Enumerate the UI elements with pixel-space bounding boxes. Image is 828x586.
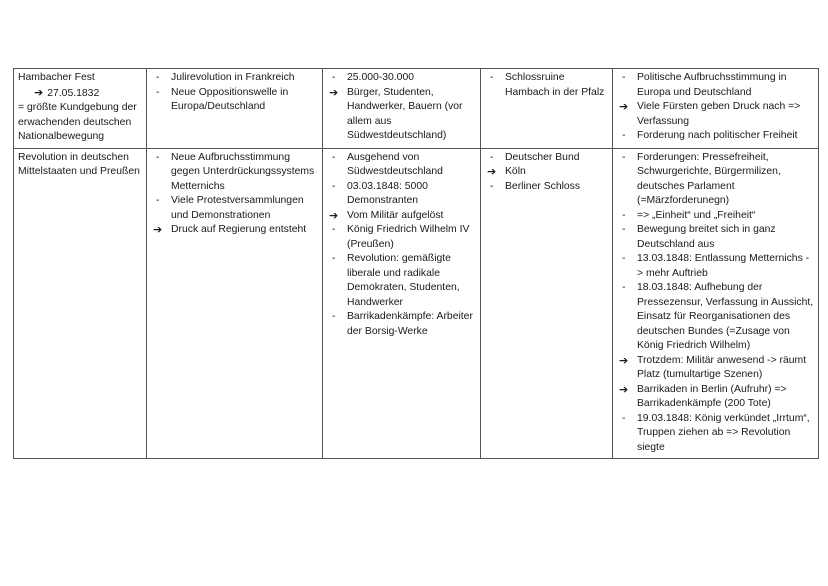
- dash-bullet-icon: -: [622, 224, 626, 235]
- list-item-text: Barrikadenkämpfe: Arbeiter der Borsig-Werke: [347, 311, 473, 337]
- list-item: [327, 209, 476, 224]
- list-item-text: Viele Fürsten geben Druck nach => Verfassung: [637, 101, 801, 127]
- event-cell: [14, 148, 147, 459]
- event-cell: [14, 69, 147, 149]
- list-item: [151, 86, 318, 115]
- cause-list: [151, 151, 318, 238]
- result-list: [617, 151, 814, 456]
- list-item-text: => „Einheit“ und „Freiheit“: [637, 209, 756, 221]
- cause-cell: [147, 69, 323, 149]
- list-item: [617, 354, 814, 383]
- list-item-text: Vom Militär aufgelöst: [347, 209, 444, 221]
- arrow-right-icon: ➔: [34, 86, 44, 99]
- place-cell: [481, 69, 613, 149]
- list-item-text: Berliner Schloss: [505, 180, 581, 192]
- list-item-text: Forderung nach politischer Freiheit: [637, 130, 798, 141]
- arrow-right-icon: ➔: [329, 209, 339, 222]
- list-item-text: Druck auf Regierung entsteht: [171, 224, 307, 235]
- dash-bullet-icon: -: [332, 311, 336, 322]
- dash-bullet-icon: -: [490, 72, 494, 83]
- list-item: [485, 165, 608, 180]
- people-list: [327, 151, 476, 340]
- dash-bullet-icon: -: [332, 151, 336, 163]
- dash-bullet-icon: -: [622, 412, 626, 424]
- arrow-right-icon: ➔: [329, 86, 339, 99]
- list-item-text: Forderungen: Pressefreiheit, Schwurgerichte, Bürgermilizen, deutsches Parlament (=Märzforderunegn): [637, 151, 781, 206]
- dash-bullet-icon: -: [332, 253, 336, 264]
- arrow-right-icon: ➔: [619, 383, 629, 396]
- list-item: [151, 223, 318, 238]
- event-title: Hambacher Fest: [18, 72, 95, 83]
- list-item: [617, 209, 814, 224]
- list-item: [617, 281, 814, 354]
- list-item-text: Neue Aufbruchsstimmung gegen Unterdrückungssystems Metternichs: [171, 151, 315, 192]
- event-date-line: [18, 86, 142, 102]
- list-item-text: Bürger, Studenten, Handwerker, Bauern (vor allem aus Südwestdeutschland): [347, 86, 463, 141]
- list-item-text: Barrikaden in Berlin (Aufruhr) => Barrikadenkämpfe (200 Tote): [637, 383, 787, 409]
- list-item-text: 03.03.1848: 5000 Demonstranten: [347, 180, 428, 206]
- result-cell: [613, 148, 819, 459]
- list-item-text: 13.03.1848: Entlassung Metternichs -> mehr Auftrieb: [637, 253, 810, 279]
- list-item: [485, 151, 608, 166]
- people-list: [327, 71, 476, 144]
- arrow-right-icon: ➔: [619, 354, 629, 367]
- list-item-text: König Friedrich Wilhelm IV (Preußen): [347, 224, 470, 250]
- arrow-right-icon: ➔: [487, 166, 497, 178]
- list-item: [617, 100, 814, 129]
- list-item-text: Deutscher Bund: [505, 151, 580, 163]
- list-item: [617, 129, 814, 144]
- list-item-text: Bewegung breitet sich in ganz Deutschland aus: [637, 224, 776, 250]
- list-item-text: Trotzdem: Militär anwesend -> räumt Platz (tumultartige Szenen): [637, 354, 807, 380]
- place-cell: [481, 148, 613, 459]
- list-item: [327, 252, 476, 310]
- arrow-right-icon: ➔: [153, 224, 163, 236]
- list-item: [617, 71, 814, 100]
- place-list: [485, 71, 608, 100]
- list-item: [617, 223, 814, 252]
- list-item-text: 25.000-30.000: [347, 72, 415, 83]
- list-item: [617, 412, 814, 456]
- table-row-hambacher-fest: [14, 69, 819, 149]
- cause-list: [151, 71, 318, 115]
- event-title: Revolution in deutschen Mittelstaaten und Preußen: [18, 151, 140, 177]
- dash-bullet-icon: -: [156, 151, 160, 163]
- dash-bullet-icon: -: [156, 86, 160, 98]
- dash-bullet-icon: -: [156, 195, 160, 206]
- list-item-text: Viele Protestversammlungen und Demonstrationen: [171, 195, 304, 221]
- list-item-text: 18.03.1848: Aufhebung der Pressezensur, Verfassung in Aussicht, Einsatz für Reorganisationen des deutschen Bundes (=Zusage von König Friedrich Wilhelm): [637, 282, 814, 351]
- dash-bullet-icon: -: [622, 209, 626, 221]
- list-item: [617, 252, 814, 281]
- dash-bullet-icon: -: [622, 282, 626, 293]
- list-item: [617, 151, 814, 209]
- dash-bullet-icon: -: [490, 180, 494, 192]
- table-row-revolution: [14, 148, 819, 459]
- result-cell: [613, 69, 819, 149]
- event-date: 27.05.1832: [47, 87, 100, 99]
- dash-bullet-icon: -: [622, 151, 626, 163]
- list-item: [617, 383, 814, 412]
- dash-bullet-icon: -: [622, 72, 626, 83]
- people-cell: [323, 69, 481, 149]
- arrow-right-icon: ➔: [619, 101, 629, 113]
- list-item: [327, 310, 476, 339]
- dash-bullet-icon: -: [156, 72, 160, 83]
- dash-bullet-icon: -: [332, 180, 336, 192]
- list-item-text: Ausgehend von Südwestdeutschland: [347, 151, 443, 177]
- history-notes-table: [13, 68, 819, 459]
- list-item-text: Schlossruine Hambach in der Pfalz: [505, 72, 605, 98]
- list-item-text: Neue Oppositionswelle in Europa/Deutschland: [171, 86, 289, 112]
- list-item: [327, 223, 476, 252]
- list-item-text: Revolution: gemäßigte liberale und radikale Demokraten, Studenten, Handwerker: [347, 253, 460, 308]
- list-item: [151, 194, 318, 223]
- dash-bullet-icon: -: [622, 253, 626, 264]
- event-note: = größte Kundgebung der erwachenden deutschen Nationalbewegung: [18, 102, 137, 142]
- cause-cell: [147, 148, 323, 459]
- dash-bullet-icon: -: [622, 130, 626, 141]
- list-item: [151, 151, 318, 195]
- list-item: [485, 180, 608, 195]
- list-item: [327, 71, 476, 86]
- list-item: [151, 71, 318, 86]
- dash-bullet-icon: -: [332, 72, 336, 83]
- people-cell: [323, 148, 481, 459]
- list-item: [485, 71, 608, 100]
- list-item-text: 19.03.1848: König verkündet „Irrtum“, Truppen ziehen ab => Revolution siegte: [637, 412, 810, 453]
- list-item: [327, 180, 476, 209]
- dash-bullet-icon: -: [332, 224, 336, 235]
- list-item-text: Julirevolution in Frankreich: [171, 72, 295, 83]
- result-list: [617, 71, 814, 144]
- list-item-text: Politische Aufbruchsstimmung in Europa und Deutschland: [637, 72, 787, 98]
- place-list: [485, 151, 608, 195]
- list-item: [327, 151, 476, 180]
- dash-bullet-icon: -: [490, 151, 494, 163]
- list-item: [327, 86, 476, 144]
- list-item-text: Köln: [505, 166, 526, 177]
